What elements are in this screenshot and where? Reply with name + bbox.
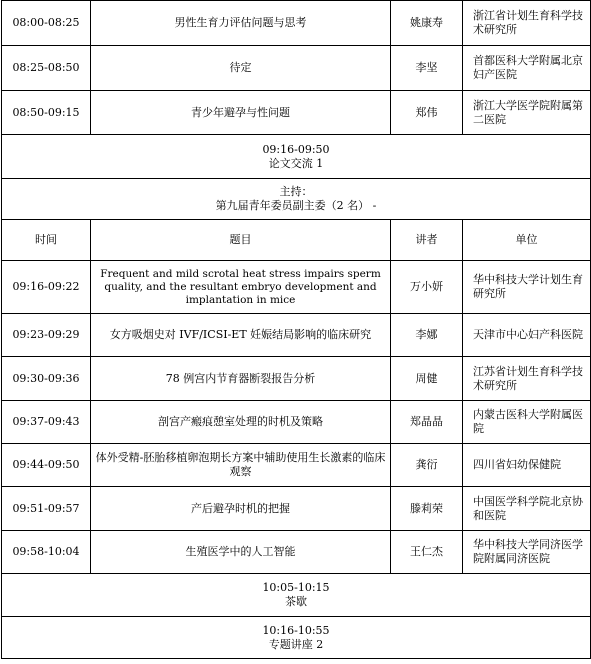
table-row	[2, 444, 591, 487]
speaker-cell: 周健	[391, 357, 463, 401]
unit-cell: 华中科技大学计划生育研究所	[463, 261, 591, 314]
unit-cell: 四川省妇幼保健院	[463, 444, 591, 487]
unit-cell: 中国医学科学院北京协和医院	[463, 487, 591, 531]
header-speaker: 讲者	[391, 220, 463, 261]
table-row	[2, 314, 591, 357]
speaker-cell: 郑晶晶	[391, 401, 463, 444]
unit-cell: 天津市中心妇产科医院	[463, 314, 591, 357]
topic-cell: 体外受精-胚胎移植卵泡期长方案中辅助使用生长激素的临床观察	[91, 444, 391, 487]
unit-cell: 浙江省计划生育科学技术研究所	[463, 1, 591, 46]
speaker-cell: 万小妍	[391, 261, 463, 314]
table-row	[2, 261, 591, 314]
header-topic: 题目	[91, 220, 391, 261]
table-row	[2, 401, 591, 444]
table-row	[2, 46, 591, 91]
header-row	[2, 220, 591, 261]
topic-cell: 生殖医学中的人工智能	[91, 531, 391, 574]
topic-cell: 待定	[91, 46, 391, 91]
header-unit: 单位	[463, 220, 591, 261]
session-row-paper	[2, 135, 591, 179]
table-row	[2, 531, 591, 574]
session-row-tea	[2, 574, 591, 617]
topic-cell: 男性生育力评估问题与思考	[91, 1, 391, 46]
table-row	[2, 357, 591, 401]
host-cell	[2, 179, 591, 220]
time-cell: 09:23-09:29	[2, 314, 91, 357]
schedule-table	[1, 0, 591, 659]
host-value: 第九届青年委员副主委（2 名） -	[215, 199, 377, 212]
session-title: 茶歇	[285, 595, 307, 608]
topic-cell: 78 例宫内节育器断裂报告分析	[91, 357, 391, 401]
time-cell: 09:16-09:22	[2, 261, 91, 314]
topic-cell: 产后避孕时机的把握	[91, 487, 391, 531]
topic-cell: 女方吸烟史对 IVF/ICSI-ET 妊娠结局影响的临床研究	[91, 314, 391, 357]
header-time: 时间	[2, 220, 91, 261]
topic-cell: 剖宫产瘢痕憩室处理的时机及策略	[91, 401, 391, 444]
speaker-cell: 姚康寿	[391, 1, 463, 46]
time-cell: 09:30-09:36	[2, 357, 91, 401]
unit-cell: 江苏省计划生育科学技术研究所	[463, 357, 591, 401]
time-cell: 08:00-08:25	[2, 1, 91, 46]
session-cell	[2, 135, 591, 179]
unit-cell: 内蒙古医科大学附属医院	[463, 401, 591, 444]
session-time: 10:05-10:15	[262, 581, 330, 594]
session-title: 专题讲座 2	[268, 637, 324, 651]
table-row	[2, 1, 591, 46]
speaker-cell: 郑伟	[391, 91, 463, 135]
session-time: 09:16-09:50	[262, 142, 330, 156]
unit-cell: 首都医科大学附属北京妇产医院	[463, 46, 591, 91]
table-row	[2, 91, 591, 135]
time-cell: 08:50-09:15	[2, 91, 91, 135]
topic-cell: Frequent and mild scrotal heat stress impairs sperm quality, and the resultant embryo development and implantation in mice	[91, 261, 391, 314]
host-label: 主持：	[279, 185, 313, 198]
session-cell	[2, 617, 591, 659]
speaker-cell: 滕莉荣	[391, 487, 463, 531]
table-row	[2, 487, 591, 531]
session-cell	[2, 574, 591, 617]
time-cell: 09:58-10:04	[2, 531, 91, 574]
time-cell: 09:44-09:50	[2, 444, 91, 487]
unit-cell: 浙江大学医学院附属第二医院	[463, 91, 591, 135]
session-title: 论文交流 1	[268, 156, 324, 170]
topic-cell: 青少年避孕与性问题	[91, 91, 391, 135]
time-cell: 09:51-09:57	[2, 487, 91, 531]
time-cell: 09:37-09:43	[2, 401, 91, 444]
unit-cell: 华中科技大学同济医学院附属同济医院	[463, 531, 591, 574]
speaker-cell: 王仁杰	[391, 531, 463, 574]
host-row	[2, 179, 591, 220]
time-cell: 08:25-08:50	[2, 46, 91, 91]
speaker-cell: 龚衍	[391, 444, 463, 487]
session-row-lecture	[2, 617, 591, 659]
speaker-cell: 李娜	[391, 314, 463, 357]
session-time: 10:16-10:55	[262, 623, 330, 637]
speaker-cell: 李坚	[391, 46, 463, 91]
